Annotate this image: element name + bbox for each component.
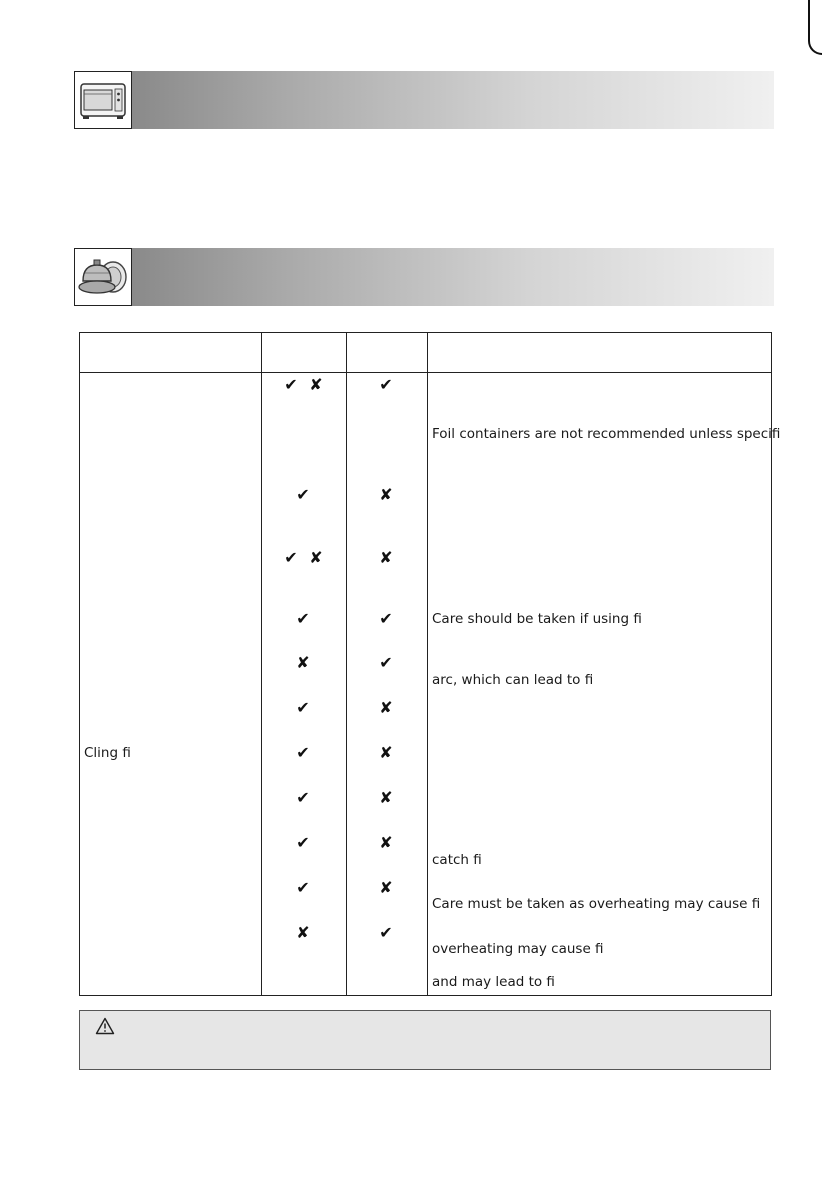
check-icon: ✔ [379, 609, 393, 628]
note-arc: arc, which can lead to ﬁ [432, 672, 594, 688]
cookware-icon [74, 248, 132, 306]
check-icon: ✔ [284, 375, 298, 394]
column-divider-3 [427, 333, 428, 995]
check-icon: ✔ [296, 609, 310, 628]
column-divider-2 [346, 333, 347, 995]
page-edge-mark [808, 0, 822, 55]
section-header-band-cookware [74, 248, 774, 306]
section-header-band-oven [74, 71, 774, 129]
cross-icon: ✘ [379, 833, 393, 852]
check-icon: ✔ [379, 375, 393, 394]
cross-icon: ✘ [379, 743, 393, 762]
cross-icon: ✘ [379, 698, 393, 717]
header-row-divider [80, 372, 771, 373]
cross-icon: ✘ [296, 653, 310, 672]
note-foil: Foil containers are not recommended unless speciﬁ [432, 426, 781, 442]
warning-triangle-icon [95, 1017, 115, 1039]
check-icon: ✔ [296, 788, 310, 807]
column-divider-1 [261, 333, 262, 995]
cross-icon: ✘ [379, 485, 393, 504]
check-icon: ✔ [284, 548, 298, 567]
warning-box [79, 1010, 771, 1070]
cling-film-label: Cling ﬁ [84, 745, 131, 761]
note-care-overheat: Care must be taken as overheating may cause ﬁ [432, 896, 761, 912]
note-catch: catch ﬁ [432, 852, 482, 868]
check-icon: ✔ [379, 653, 393, 672]
cross-icon: ✘ [296, 923, 310, 942]
cross-icon: ✘ [379, 548, 393, 567]
cross-icon: ✘ [309, 548, 323, 567]
oven-icon [74, 71, 132, 129]
check-icon: ✔ [379, 923, 393, 942]
note-care: Care should be taken if using ﬁ [432, 611, 642, 627]
cookware-table [79, 332, 781, 996]
check-icon: ✔ [296, 833, 310, 852]
note-overheat: overheating may cause ﬁ [432, 941, 604, 957]
cross-icon: ✘ [309, 375, 323, 394]
note-lead: and may lead to ﬁ [432, 974, 555, 990]
cross-icon: ✘ [379, 788, 393, 807]
check-icon: ✔ [296, 878, 310, 897]
check-icon: ✔ [296, 485, 310, 504]
check-icon: ✔ [296, 698, 310, 717]
cross-icon: ✘ [379, 878, 393, 897]
check-icon: ✔ [296, 743, 310, 762]
